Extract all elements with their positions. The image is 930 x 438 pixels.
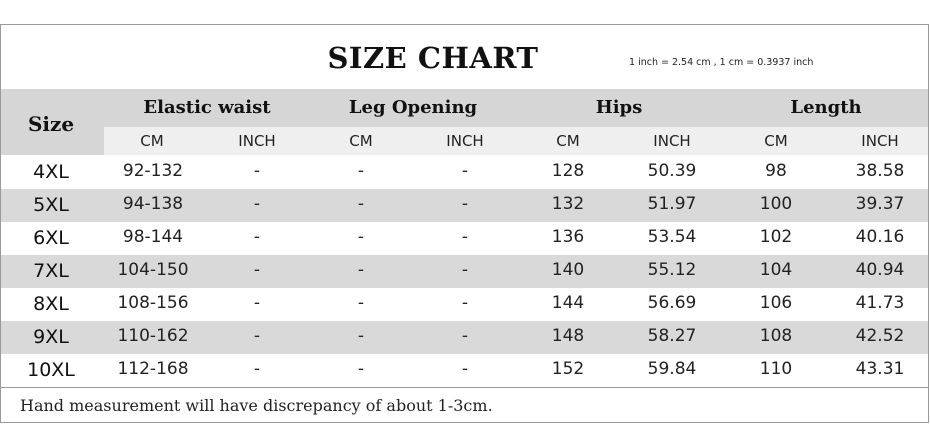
size-cell: 6XL [33, 227, 69, 249]
table-cell: 98 [765, 161, 787, 181]
title-row [1, 25, 928, 89]
table-cell: 41.73 [855, 293, 905, 313]
table-cell: - [461, 293, 469, 313]
table-row [1, 288, 928, 321]
table-cell: 108-156 [117, 293, 189, 313]
table-row [1, 354, 928, 387]
table-cell: - [253, 161, 261, 181]
table-cell: 108 [759, 326, 793, 346]
table-cell: - [357, 161, 365, 181]
unit-header: CM [556, 132, 580, 150]
size-cell: 7XL [33, 260, 69, 282]
unit-header: INCH [861, 132, 899, 150]
table-cell: 58.27 [647, 326, 697, 346]
unit-header: INCH [653, 132, 691, 150]
size-cell: 4XL [33, 161, 69, 183]
table-cell: 39.37 [855, 194, 905, 214]
table-cell: 50.39 [647, 161, 697, 181]
table-cell: - [461, 227, 469, 247]
size-cell: 9XL [33, 326, 69, 348]
group-header-leg-opening: Leg Opening [348, 97, 478, 118]
group-header-length: Length [790, 97, 862, 118]
table-cell: 43.31 [855, 359, 905, 379]
table-cell: 148 [551, 326, 585, 346]
table-cell: 56.69 [647, 293, 697, 313]
table-cell: - [253, 359, 261, 379]
table-cell: 104-150 [117, 260, 189, 280]
table-cell: 40.94 [855, 260, 905, 280]
unit-row [104, 127, 928, 155]
table-cell: - [357, 260, 365, 280]
table-row [1, 189, 928, 222]
table-cell: 53.54 [647, 227, 697, 247]
table-cell: - [253, 293, 261, 313]
header-band [1, 89, 928, 155]
table-cell: - [461, 359, 469, 379]
footer-note: Hand measurement will have discrepancy of about 1-3cm. [20, 396, 493, 415]
table-cell: - [461, 194, 469, 214]
table-cell: 42.52 [855, 326, 905, 346]
table-cell: 136 [551, 227, 585, 247]
table-cell: 140 [551, 260, 585, 280]
table-cell: 38.58 [855, 161, 905, 181]
table-cell: - [357, 293, 365, 313]
table-cell: - [357, 359, 365, 379]
table-cell: 128 [551, 161, 585, 181]
table-cell: 94-138 [122, 194, 184, 214]
table-cell: - [461, 260, 469, 280]
table-cell: - [357, 227, 365, 247]
table-cell: 104 [759, 260, 793, 280]
size-chart-table [0, 24, 929, 423]
table-row [1, 321, 928, 354]
table-cell: 132 [551, 194, 585, 214]
unit-header: CM [764, 132, 788, 150]
table-cell: - [461, 326, 469, 346]
table-cell: - [357, 194, 365, 214]
table-cell: - [253, 326, 261, 346]
table-cell: 98-144 [122, 227, 184, 247]
table-row [1, 255, 928, 288]
table-cell: - [253, 227, 261, 247]
table-cell: 110 [759, 359, 793, 379]
unit-header: CM [349, 132, 373, 150]
table-cell: 100 [759, 194, 793, 214]
table-cell: 55.12 [647, 260, 697, 280]
unit-header: INCH [446, 132, 484, 150]
size-cell: 10XL [27, 359, 75, 381]
conversion-note: 1 inch = 2.54 cm , 1 cm = 0.3937 inch [629, 57, 814, 68]
table-cell: 110-162 [117, 326, 189, 346]
table-row [1, 156, 928, 189]
group-header-elastic-waist: Elastic waist [143, 97, 271, 118]
table-cell: 102 [759, 227, 793, 247]
chart-title: SIZE CHART [327, 41, 539, 75]
table-cell: 92-132 [122, 161, 184, 181]
size-cell: 5XL [33, 194, 69, 216]
table-cell: 144 [551, 293, 585, 313]
unit-header: CM [140, 132, 164, 150]
table-cell: - [357, 326, 365, 346]
unit-header: INCH [238, 132, 276, 150]
table-row [1, 222, 928, 255]
table-cell: 51.97 [647, 194, 697, 214]
table-cell: - [461, 161, 469, 181]
group-header-hips: Hips [595, 97, 643, 118]
table-cell: 40.16 [855, 227, 905, 247]
divider [1, 387, 928, 388]
table-cell: - [253, 260, 261, 280]
size-cell: 8XL [33, 293, 69, 315]
size-header: Size [27, 112, 75, 136]
table-cell: 59.84 [647, 359, 697, 379]
table-cell: - [253, 194, 261, 214]
table-cell: 152 [551, 359, 585, 379]
table-cell: 106 [759, 293, 793, 313]
table-cell: 112-168 [117, 359, 189, 379]
